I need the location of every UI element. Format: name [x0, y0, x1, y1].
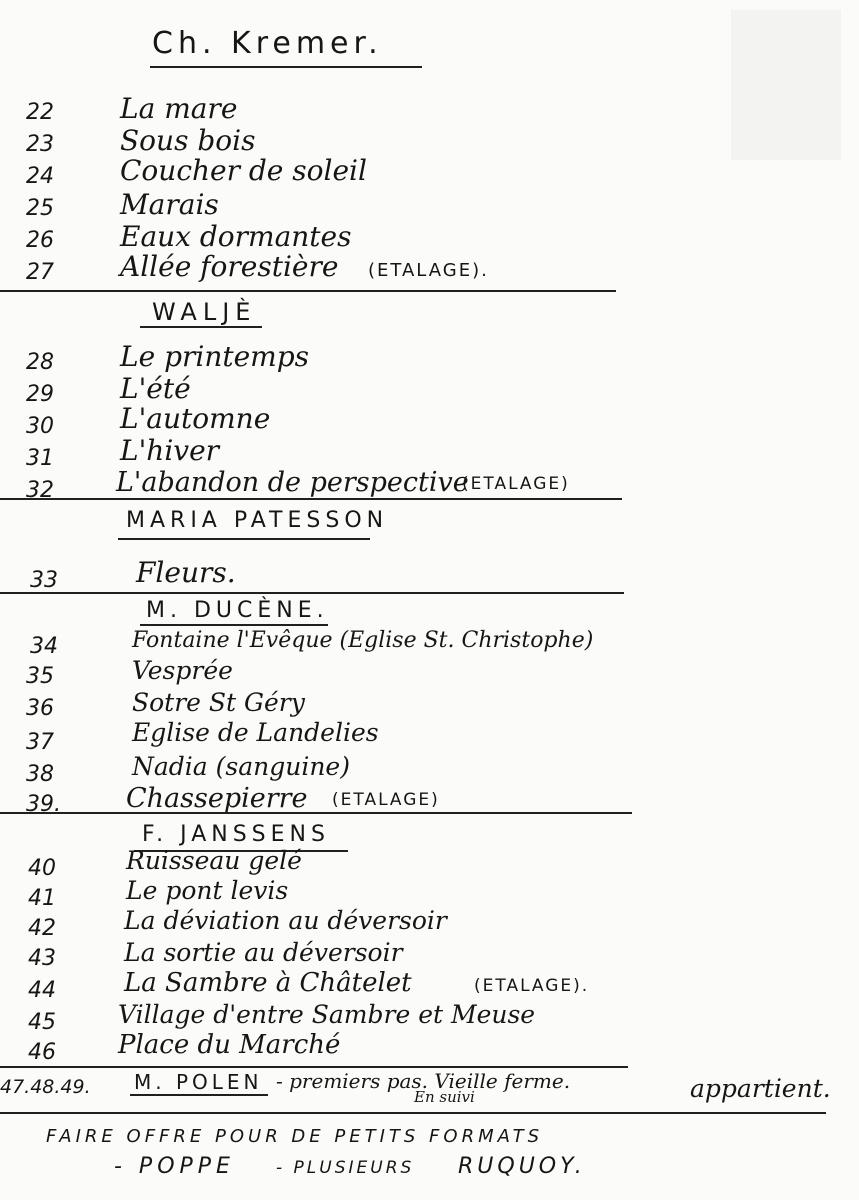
artist-heading-janssens: F. JANSSENS: [142, 822, 330, 847]
item-title: L'abandon de perspective: [116, 467, 469, 498]
item-number: 28: [26, 350, 54, 375]
heading-underline: [140, 326, 262, 328]
paper-smudge: [731, 10, 841, 160]
item-number: 32: [26, 478, 54, 503]
item-number: 35: [26, 664, 54, 689]
item-title: Sous bois: [120, 124, 256, 157]
item-number: 30: [26, 414, 54, 439]
item-number: 44: [28, 978, 56, 1003]
section-divider: [0, 812, 632, 814]
item-title: La sortie au déversoir: [124, 938, 403, 967]
item-title: La Sambre à Châtelet: [124, 968, 412, 998]
item-title: Chassepierre: [126, 783, 308, 814]
item-title: Le pont levis: [126, 876, 289, 905]
item-number: 36: [26, 696, 54, 721]
item-number: 45: [28, 1010, 56, 1035]
item-note-etalage: (ETALAGE).: [368, 260, 489, 281]
item-title: L'automne: [120, 402, 271, 435]
item-title: Eaux dormantes: [120, 220, 352, 253]
item-number: 26: [26, 228, 54, 253]
item-number: 23: [26, 132, 54, 157]
artist-heading-patesson: MARIA PATESSON: [126, 508, 389, 533]
item-title: La déviation au déversoir: [124, 906, 447, 935]
heading-underline: [130, 1094, 268, 1096]
item-number: 46: [28, 1040, 56, 1065]
item-number: 22: [26, 100, 54, 125]
footer-offer-line: FAIRE OFFRE POUR DE PETITS FORMATS: [46, 1126, 544, 1147]
footer-poppe: - POPPE: [114, 1154, 235, 1179]
section-divider: [0, 498, 622, 500]
item-number: 34: [30, 634, 58, 659]
item-title: Ruisseau gelé: [126, 846, 302, 875]
item-number: 29: [26, 382, 54, 407]
item-title: Nadia (sanguine): [132, 752, 350, 781]
section-divider: [0, 592, 624, 594]
item-title: Sotre St Géry: [132, 688, 305, 717]
item-note-etalage: (ETALAGE).: [474, 976, 590, 996]
section-divider: [0, 290, 616, 292]
footer-plusieurs: - PLUSIEURS: [276, 1158, 415, 1178]
polen-description: - premiers pas. Vieille ferme.: [276, 1069, 571, 1093]
item-title: La mare: [120, 92, 238, 125]
artist-heading-ducene: M. DUCÈNE.: [146, 598, 329, 623]
item-number: 31: [26, 446, 54, 471]
item-title: L'été: [120, 372, 191, 405]
heading-underline: [118, 538, 370, 540]
item-number: 37: [26, 730, 54, 755]
artist-heading-walje: WALJÈ: [152, 298, 257, 326]
margin-note-appartient: appartient.: [690, 1074, 831, 1103]
footer-ruquoy: RUQUOY.: [458, 1154, 586, 1179]
heading-underline: [150, 66, 422, 68]
item-number: 42: [28, 916, 56, 941]
item-number: 24: [26, 164, 54, 189]
item-number: 38: [26, 762, 54, 787]
item-note-etalage: (ETALAGE): [462, 474, 570, 494]
item-number: 40: [28, 856, 56, 881]
item-number: 33: [30, 568, 58, 593]
item-title: Marais: [120, 188, 219, 221]
item-title: Coucher de soleil: [120, 154, 367, 187]
artist-heading-polen: M. POLEN: [134, 1070, 263, 1094]
item-title: Village d'entre Sambre et Meuse: [118, 1000, 536, 1029]
item-title: Fleurs.: [136, 556, 236, 589]
item-title: Vesprée: [132, 656, 233, 685]
artist-heading-kremer: Ch. Kremer.: [152, 26, 383, 61]
item-title: L'hiver: [120, 434, 220, 467]
item-number: 25: [26, 196, 54, 221]
item-title: Fontaine l'Evêque (Eglise St. Christophe): [132, 628, 594, 653]
polen-subtext: En suivi: [414, 1088, 475, 1106]
item-number: 41: [28, 886, 56, 911]
item-number: 43: [28, 946, 56, 971]
section-divider: [0, 1112, 826, 1114]
item-title: Allée forestière: [120, 250, 339, 283]
item-title: Eglise de Landelies: [132, 718, 379, 747]
polen-item-numbers: 47.48.49.: [0, 1076, 91, 1098]
item-title: Le printemps: [120, 340, 310, 373]
item-number: 27: [26, 260, 54, 285]
item-note-etalage: (ETALAGE): [332, 790, 440, 810]
item-title: Place du Marché: [118, 1030, 341, 1060]
item-number: 39.: [26, 792, 61, 817]
